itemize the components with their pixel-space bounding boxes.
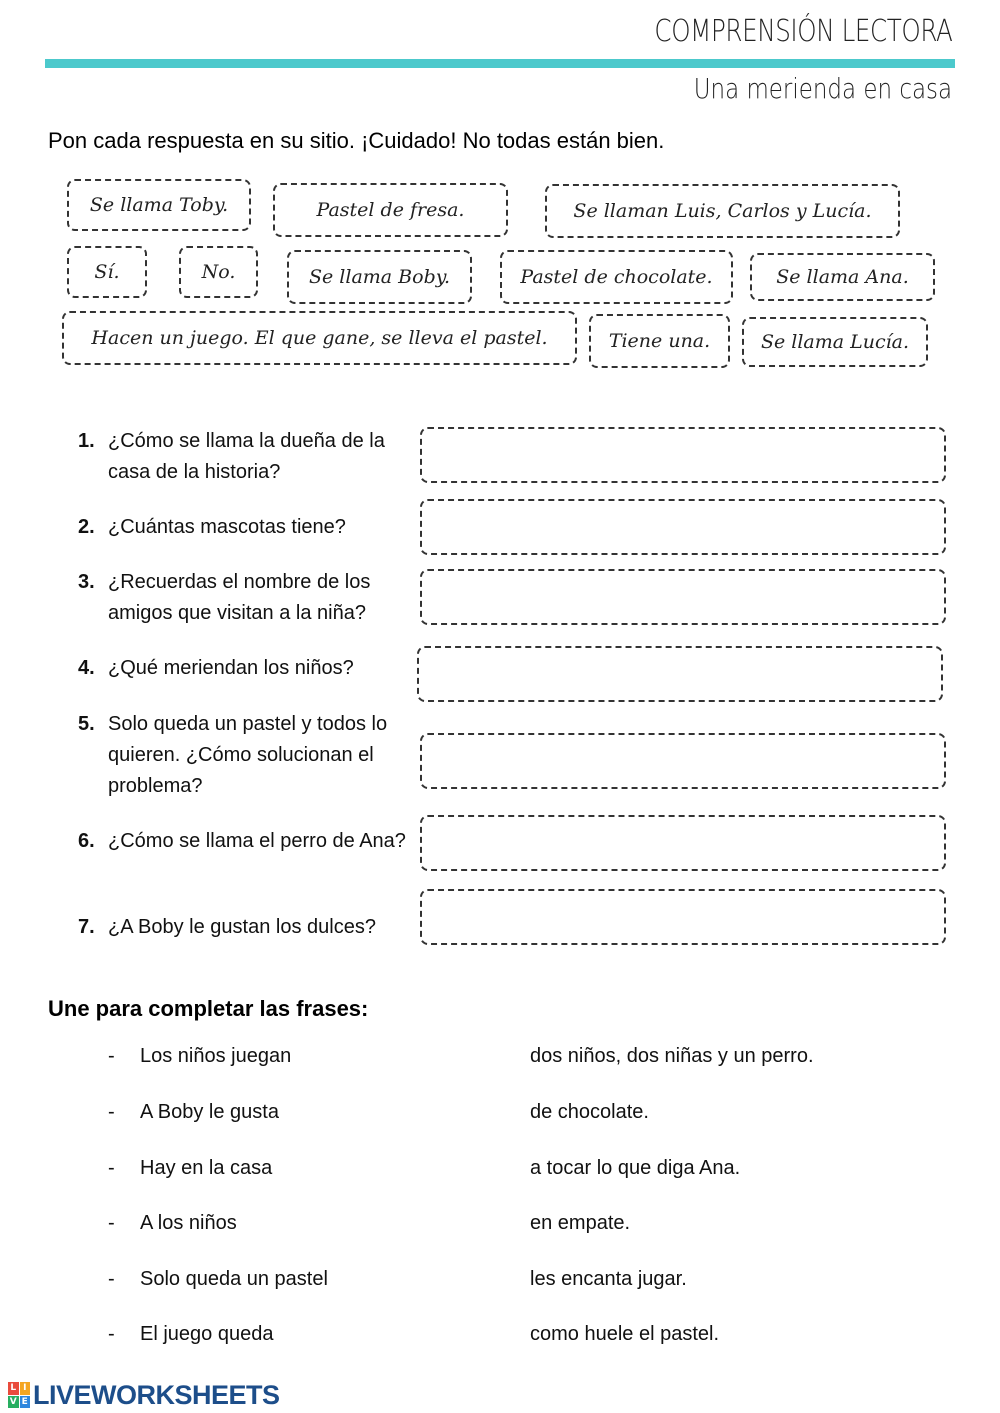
question-text: ¿Cómo se llama el perro de Ana? xyxy=(108,830,406,852)
match-left-item[interactable]: A los niños xyxy=(140,1212,237,1234)
answer-drop-box-4[interactable] xyxy=(417,646,943,702)
answer-drop-box-7[interactable] xyxy=(420,889,946,945)
answer-card[interactable]: Pastel de fresa. xyxy=(273,183,508,237)
question-number: 1. xyxy=(78,430,95,452)
answer-drop-box-6[interactable] xyxy=(420,815,946,871)
question-item xyxy=(78,512,408,543)
list-dash: - xyxy=(108,1101,115,1123)
matching-row xyxy=(108,1268,968,1298)
matching-row xyxy=(108,1157,968,1187)
answer-card[interactable]: Se llama Ana. xyxy=(750,253,935,301)
logo-text: LIVEWORKSHEETS xyxy=(33,1379,280,1410)
list-dash: - xyxy=(108,1212,115,1234)
instruction-text: Pon cada respuesta en su sitio. ¡Cuidado! No todas están bien. xyxy=(48,128,665,153)
list-dash: - xyxy=(108,1268,115,1290)
liveworksheets-logo[interactable] xyxy=(8,1380,280,1410)
question-number: 6. xyxy=(78,830,95,852)
logo-badge-icon xyxy=(8,1382,30,1408)
question-number: 2. xyxy=(78,516,95,538)
question-text: ¿Qué meriendan los niños? xyxy=(108,657,354,679)
worksheet-title: COMPRENSIÓN LECTORA xyxy=(653,14,952,49)
badge-letter: L xyxy=(8,1382,19,1395)
question-text: ¿Cómo se llama la dueña de la casa de la historia? xyxy=(108,430,385,483)
question-number: 5. xyxy=(78,713,95,735)
match-left-item[interactable]: A Boby le gusta xyxy=(140,1101,279,1123)
match-left-item[interactable]: El juego queda xyxy=(140,1323,274,1345)
question-text: Solo queda un pastel y todos lo quieren. ¿Cómo solucionan el problema? xyxy=(108,713,388,797)
question-item xyxy=(78,426,408,488)
answer-card[interactable]: Se llama Boby. xyxy=(287,250,472,304)
question-text: ¿A Boby le gustan los dulces? xyxy=(108,916,376,938)
question-text: ¿Recuerdas el nombre de los amigos que visitan a la niña? xyxy=(108,571,371,624)
answer-drop-box-3[interactable] xyxy=(420,569,946,625)
answer-drop-box-2[interactable] xyxy=(420,499,946,555)
matching-heading: Une para completar las frases: xyxy=(48,996,369,1021)
matching-row xyxy=(108,1045,968,1075)
badge-letter: V xyxy=(9,1396,17,1407)
answer-card[interactable]: Se llama Toby. xyxy=(67,179,251,231)
question-item xyxy=(78,912,408,943)
match-left-item[interactable]: Solo queda un pastel xyxy=(140,1268,328,1290)
match-right-item[interactable]: a tocar lo que diga Ana. xyxy=(530,1157,741,1179)
matching-row xyxy=(108,1323,968,1353)
answer-card[interactable]: Hacen un juego. El que gane, se lleva el pastel. xyxy=(62,311,577,365)
answer-drop-box-5[interactable] xyxy=(420,733,946,789)
match-right-item[interactable]: en empate. xyxy=(530,1212,631,1234)
answer-card[interactable]: Sí. xyxy=(67,246,147,298)
answer-card[interactable]: Se llaman Luis, Carlos y Lucía. xyxy=(545,184,900,238)
match-right-item[interactable]: como huele el pastel. xyxy=(530,1323,720,1345)
answer-card[interactable]: Pastel de chocolate. xyxy=(500,250,733,304)
badge-letter: E xyxy=(20,1396,31,1409)
match-right-item[interactable]: les encanta jugar. xyxy=(530,1268,687,1290)
list-dash: - xyxy=(108,1157,115,1179)
question-number: 4. xyxy=(78,657,95,679)
list-dash: - xyxy=(108,1045,115,1067)
matching-row xyxy=(108,1212,968,1242)
worksheet-subtitle: Una merienda en casa xyxy=(693,72,952,105)
list-dash: - xyxy=(108,1323,115,1345)
answer-card[interactable]: No. xyxy=(179,246,258,298)
answer-card[interactable]: Tiene una. xyxy=(589,314,730,368)
badge-letter: I xyxy=(20,1382,31,1395)
answer-card[interactable]: Se llama Lucía. xyxy=(742,317,928,367)
header-accent-bar xyxy=(45,59,955,68)
matching-row xyxy=(108,1101,968,1131)
question-text: ¿Cuántas mascotas tiene? xyxy=(108,516,346,538)
match-right-item[interactable]: de chocolate. xyxy=(530,1101,649,1123)
question-item xyxy=(78,567,408,629)
match-right-item[interactable]: dos niños, dos niñas y un perro. xyxy=(530,1045,814,1067)
question-number: 7. xyxy=(78,916,95,938)
question-item xyxy=(78,653,408,684)
match-left-item[interactable]: Los niños juegan xyxy=(140,1045,292,1067)
question-item xyxy=(78,826,408,857)
question-item xyxy=(78,709,408,802)
question-number: 3. xyxy=(78,571,95,593)
answer-drop-box-1[interactable] xyxy=(420,427,946,483)
match-left-item[interactable]: Hay en la casa xyxy=(140,1157,273,1179)
